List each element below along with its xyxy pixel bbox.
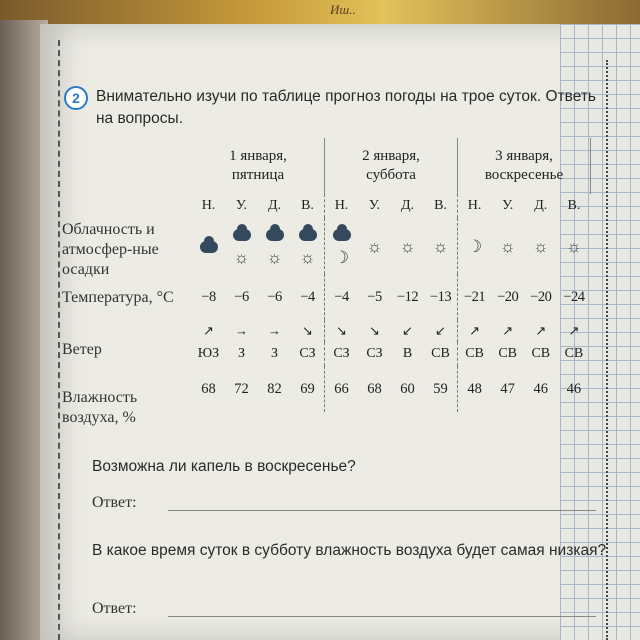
temperature-value: −12 — [396, 288, 419, 305]
temperature-value: −4 — [325, 274, 359, 320]
humidity-value: 47 — [500, 380, 515, 397]
question-1: Возможна ли капель в воскресенье? — [92, 458, 356, 475]
humidity-row — [192, 366, 591, 412]
sun-icon: ☼ — [366, 236, 383, 256]
temperature-value: −21 — [458, 274, 492, 320]
day-2-date: 2 января, — [362, 148, 420, 164]
humidity-value: 66 — [325, 366, 359, 412]
temperature-value: −6 — [234, 288, 249, 305]
answer-line-2[interactable] — [168, 616, 596, 617]
temperature-value: −4 — [300, 288, 315, 305]
background-book-text: Иш.. — [330, 2, 356, 17]
time-label: Н. — [325, 194, 359, 218]
sun-icon: ☼ — [432, 236, 449, 256]
time-label: У. — [502, 198, 514, 213]
day-1-weekday: пятница — [231, 167, 285, 183]
humidity-value: 72 — [234, 380, 249, 397]
humidity-value: 82 — [267, 380, 282, 397]
time-label: В. — [434, 198, 447, 213]
wind-direction: СВ — [498, 346, 518, 361]
wind-arrow-icon: ↙ — [435, 323, 446, 338]
cloud-sun-icon: ☼ — [225, 218, 258, 274]
temperature-value: −24 — [563, 288, 585, 305]
row-label-temperature: Температура, °С — [62, 289, 174, 306]
cut-line-left — [58, 40, 60, 640]
day-header-1 — [192, 138, 325, 194]
wind-arrow-icon: → — [235, 323, 248, 338]
time-label: Н. — [458, 194, 492, 218]
wind-direction: СВ — [431, 346, 450, 361]
time-label: В. — [301, 198, 314, 213]
time-label: В. — [567, 198, 581, 213]
humidity-value: 68 — [201, 380, 216, 397]
temperature-value: −6 — [267, 288, 282, 305]
sun-icon: ☼ — [566, 236, 582, 256]
time-label: Д. — [534, 198, 548, 213]
humidity-value: 60 — [400, 380, 415, 397]
wind-direction: СВ — [564, 346, 584, 361]
task-instruction: Внимательно изучи по таблице прогноз погоды на трое суток. Ответь на вопросы. — [96, 88, 596, 127]
time-label: У. — [235, 198, 248, 213]
row-label-humidity: Влажность воздуха, % — [62, 389, 138, 426]
cloud-sun-icon: ☼ — [291, 218, 325, 274]
humidity-value: 69 — [300, 380, 315, 397]
question-2: В какое время суток в субботу влажность воздуха будет самая низкая? — [92, 542, 607, 559]
time-label: Н. — [201, 198, 216, 213]
wind-arrow-icon: ↘ — [369, 323, 380, 338]
wind-direction: ЮЗ — [197, 346, 220, 361]
weather-forecast-table — [192, 138, 591, 412]
temperature-row — [192, 274, 591, 320]
wind-arrow-icon: ↘ — [325, 320, 359, 342]
wind-direction: СЗ — [299, 346, 316, 361]
row-label-cloudiness: Облачность и атмосфер-ные осадки — [62, 221, 159, 278]
wind-direction: З — [270, 346, 278, 361]
wind-direction: В — [402, 346, 413, 361]
row-label-wind: Ветер — [62, 341, 102, 358]
temperature-value: −20 — [530, 288, 552, 305]
wind-arrow-icon: ↗ — [458, 320, 492, 342]
time-label: У. — [368, 198, 381, 213]
wind-direction: СЗ — [366, 346, 383, 361]
wind-arrow-row — [192, 320, 591, 342]
humidity-value: 46 — [533, 380, 549, 397]
wind-arrow-icon: ↗ — [502, 323, 514, 338]
wind-direction: СВ — [458, 342, 492, 366]
wind-direction: СВ — [531, 346, 551, 361]
wind-arrow-icon: ↙ — [402, 323, 413, 338]
answer-label-1: Ответ: — [92, 494, 137, 511]
humidity-value: 68 — [367, 380, 382, 397]
wind-arrow-icon: ↗ — [535, 323, 547, 338]
wind-arrow-icon: ↗ — [568, 323, 580, 338]
humidity-value: 46 — [566, 380, 582, 397]
day-3-weekday: воскресенье — [484, 167, 564, 183]
wind-direction: З — [237, 346, 245, 361]
sun-icon: ☼ — [399, 236, 416, 256]
humidity-value: 59 — [433, 380, 448, 397]
humidity-value: 48 — [458, 366, 492, 412]
day-1-date: 1 января, — [229, 148, 287, 164]
sun-icon: ☼ — [532, 236, 549, 256]
day-header-2 — [325, 138, 458, 194]
wind-arrow-icon: ↗ — [203, 323, 214, 338]
moon-icon: ☽ — [458, 218, 492, 274]
task-number-badge: 2 — [64, 86, 88, 110]
day-2-weekday: суббота — [366, 167, 416, 183]
day-header-row — [192, 138, 591, 194]
temperature-value: −13 — [429, 288, 452, 305]
time-of-day-row — [192, 194, 591, 218]
sun-icon: ☼ — [499, 236, 516, 256]
wind-arrow-icon: → — [268, 323, 281, 338]
cloudiness-row — [192, 218, 591, 274]
day-header-3 — [458, 138, 591, 194]
answer-line-1[interactable] — [168, 510, 596, 511]
temperature-value: −20 — [497, 288, 519, 305]
time-label: Д. — [267, 198, 282, 213]
wind-arrow-icon: ↘ — [302, 323, 313, 338]
cloud-sun-icon: ☼ — [258, 218, 291, 274]
cloud-icon — [192, 218, 225, 274]
wind-direction-row — [192, 342, 591, 366]
day-3-date: 3 января, — [495, 148, 553, 164]
wind-direction: СЗ — [325, 342, 359, 366]
cloud-moon-icon: ☽ — [325, 218, 359, 274]
answer-label-2: Ответ: — [92, 600, 137, 617]
temperature-value: −5 — [367, 288, 382, 305]
time-label: Д. — [400, 198, 415, 213]
temperature-value: −8 — [201, 288, 216, 305]
